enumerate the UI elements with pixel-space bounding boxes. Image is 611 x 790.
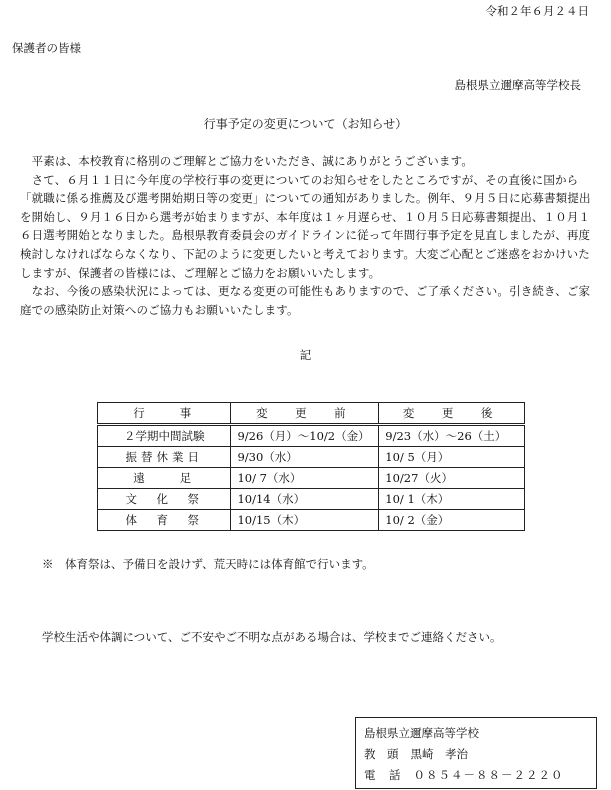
table-row — [98, 510, 525, 531]
contact-request: 学校生活や体調について、ご不安やご不明な点がある場合は、学校までご連絡ください。 — [42, 630, 502, 644]
person-name: 黒崎 孝治 — [410, 747, 468, 761]
before-cell: 9/30（水） — [231, 447, 379, 468]
before-cell: 10/14（水） — [231, 489, 379, 510]
table-row — [98, 468, 525, 489]
sports-day-note: ※ 体育祭は、予備日を設けず、荒天時には体育館で行います。 — [42, 557, 374, 571]
table-header-row — [98, 403, 525, 425]
after-cell: 10/ 2（金） — [379, 510, 525, 531]
after-cell: 10/ 1（木） — [379, 489, 525, 510]
header-after: 変 更 後 — [379, 403, 525, 425]
before-cell: 10/15（木） — [231, 510, 379, 531]
before-cell: 10/ 7（水） — [231, 468, 379, 489]
event-cell: 体 育 祭 — [98, 510, 231, 531]
contact-box — [355, 717, 597, 789]
addressee: 保護者の皆様 — [12, 41, 81, 55]
role-label: 教 頭 — [364, 747, 399, 761]
document-title: 行事予定の変更について（お知らせ） — [203, 117, 408, 131]
sender: 島根県立邇摩高等学校長 — [454, 78, 581, 92]
vice-principal-line — [364, 746, 468, 762]
table-row — [98, 489, 525, 510]
schedule-table — [97, 402, 525, 531]
ki-marker: 記 — [299, 348, 312, 362]
after-cell: 10/ 5（月） — [379, 447, 525, 468]
header-before: 変 更 前 — [231, 403, 379, 425]
body-paragraph-3: なお、今後の感染状況によっては、更なる変更の可能性もありますので、ご了承ください。引き続き、ご家庭での感染防止対策へのご協力もお願いいたします。 — [20, 284, 591, 317]
phone-number: ０８５４－８８－２２２０ — [413, 768, 564, 782]
phone-label: 電 話 — [364, 768, 402, 782]
event-cell: ２学期中間試験 — [98, 425, 231, 447]
document-date: 令和２年６月２４日 — [485, 4, 589, 18]
body-paragraph-1: 平素は、本校教育に格別のご理解とご協力をいただき、誠にありがとうございます。 — [20, 154, 473, 168]
event-cell: 遠 足 — [98, 468, 231, 489]
event-cell: 文 化 祭 — [98, 489, 231, 510]
school-name: 島根県立邇摩高等学校 — [364, 726, 479, 740]
body-paragraph-2: さて、６月１１日に今年度の学校行事の変更についてのお知らせをしたところですが、その直後に国から「就職に係る推薦及び選考開始期日等の変更」についての通知がありました。例年、９月５日に応募書類提出を開始し、９月１６日から選考が始まりますが、本年度は１ヶ月遅らせ、１０月５日応募書類提出、１０月１６日選考開始となりました。島根県教育委員会のガイドラインに従って年間行事予定を見直しましたが、再度検討しなければならなくなり、下記のように変更したいと考えております。大変ご心配とご迷惑をおかけいたしますが、保護者の皆様には、ご理解とご協力をお願いいたします。 — [20, 172, 591, 280]
table-row — [98, 447, 525, 468]
phone-line — [364, 767, 564, 783]
table-row — [98, 425, 525, 447]
after-cell: 9/23（水）～26（土） — [379, 425, 525, 447]
before-cell: 9/26（月）～10/2（金） — [231, 425, 379, 447]
header-event: 行 事 — [98, 403, 231, 425]
after-cell: 10/27（火） — [379, 468, 525, 489]
event-cell: 振替休業日 — [98, 447, 231, 468]
body-text — [20, 152, 594, 319]
